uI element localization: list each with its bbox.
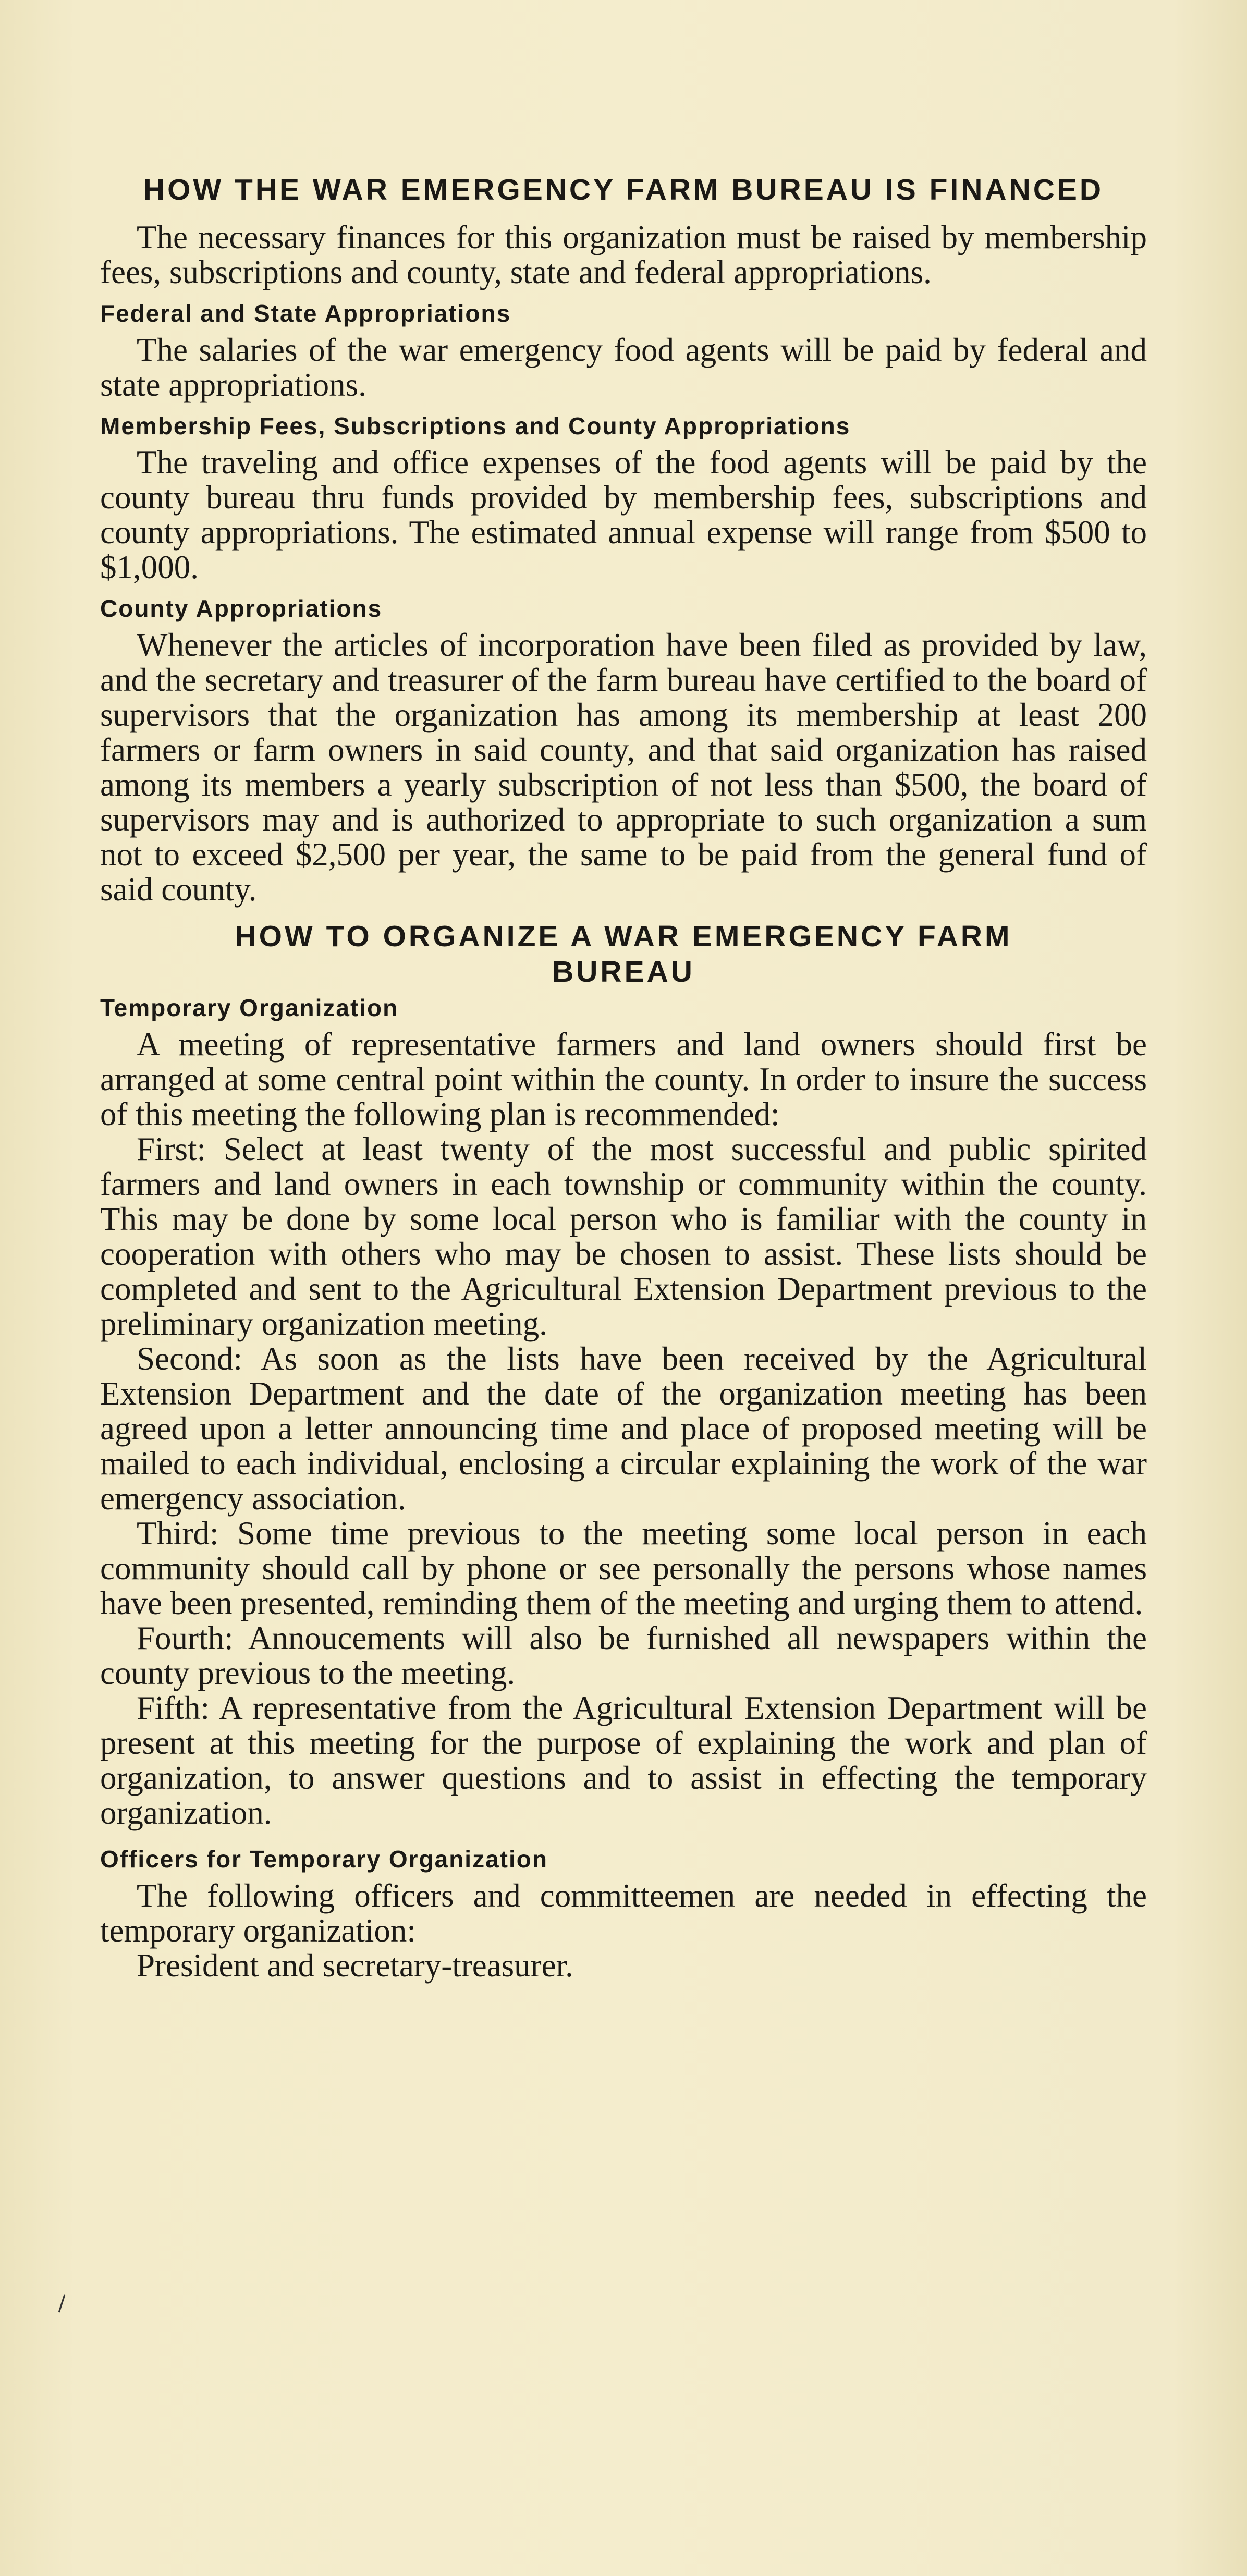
temporary-organization-paragraph: A meeting of representative farmers and land owners should first be arranged at some central point within the county. In order to insure the success of this meeting the following plan is recommended: (100, 1026, 1147, 1132)
officers-list-line: President and secretary-treasurer. (137, 1947, 573, 1984)
county-appropriations-paragraph: Whenever the articles of incorporation have been filed as provided by law, and the secretary and treasurer of the farm bureau have certified to the board of supervisors that the organization has among its membership at least 200 farmers or farm owners in said county, and that said organization has raised among its members a yearly subscription of not less than $500, the board of supervisors may and is authorized to appropriate to such organization a sum not to exceed $2,500 per year, the same to be paid from the general fund of said county. (100, 627, 1147, 908)
step-fourth: Fourth: Annoucements will also be furnished all newspapers within the county previous to the meeting. (100, 1620, 1147, 1691)
step-first: First: Select at least twenty of the most successful and public spirited farmers and land owners in each township or community within the county. This may be done by some local person who is familiar with the county in cooperation with others who may be chosen to assist. These lists should be completed and sent to the Agricultural Extension Department previous to the preliminary organization meeting. (100, 1131, 1147, 1342)
membership-fees-paragraph: The traveling and office expenses of the food agents will be paid by the county bureau thru funds provided by membership fees, subscriptions and county appropriations. The estimated annual expense will range from $500 to $1,000. (100, 444, 1147, 585)
federal-state-paragraph: The salaries of the war emergency food agents will be paid by federal and state appropriations. (100, 332, 1147, 403)
subheading-membership-fees: Membership Fees, Subscriptions and County Appropriations (100, 412, 851, 439)
subheading-federal-state: Federal and State Appropriations (100, 300, 511, 327)
subheading-officers: Officers for Temporary Organization (100, 1846, 548, 1873)
officers-paragraph: The following officers and committeemen are needed in effecting the temporary organization: (100, 1877, 1147, 1949)
section-heading-financed: HOW THE WAR EMERGENCY FARM BUREAU IS FINANCED (143, 173, 1104, 206)
margin-tick-mark: \ (52, 2291, 72, 2315)
document-body (100, 172, 1147, 1983)
step-second: Second: As soon as the lists have been received by the Agricultural Extension Department and the date of the organization meeting has been agreed upon a letter announcing time and place of proposed meeting will be mailed to each individual, enclosing a circular explaining the work of the war emergency association. (100, 1340, 1147, 1517)
section-heading-organize: HOW TO ORGANIZE A WAR EMERGENCY FARM BUREAU (235, 920, 1012, 988)
step-fifth: Fifth: A representative from the Agricultural Extension Department will be present at this meeting for the purpose of explaining the work and plan of organization, to answer questions and to assist in effecting the temporary organization. (100, 1690, 1147, 1831)
financing-intro-paragraph: The necessary finances for this organization must be raised by membership fees, subscriptions and county, state and federal appropriations. (100, 219, 1147, 290)
subheading-county-appropriations: County Appropriations (100, 595, 383, 622)
subheading-temporary-organization: Temporary Organization (100, 994, 399, 1021)
step-third: Third: Some time previous to the meeting some local person in each community should call by phone or see personally the persons whose names have been presented, reminding them of the meeting and urging them to attend. (100, 1515, 1147, 1621)
